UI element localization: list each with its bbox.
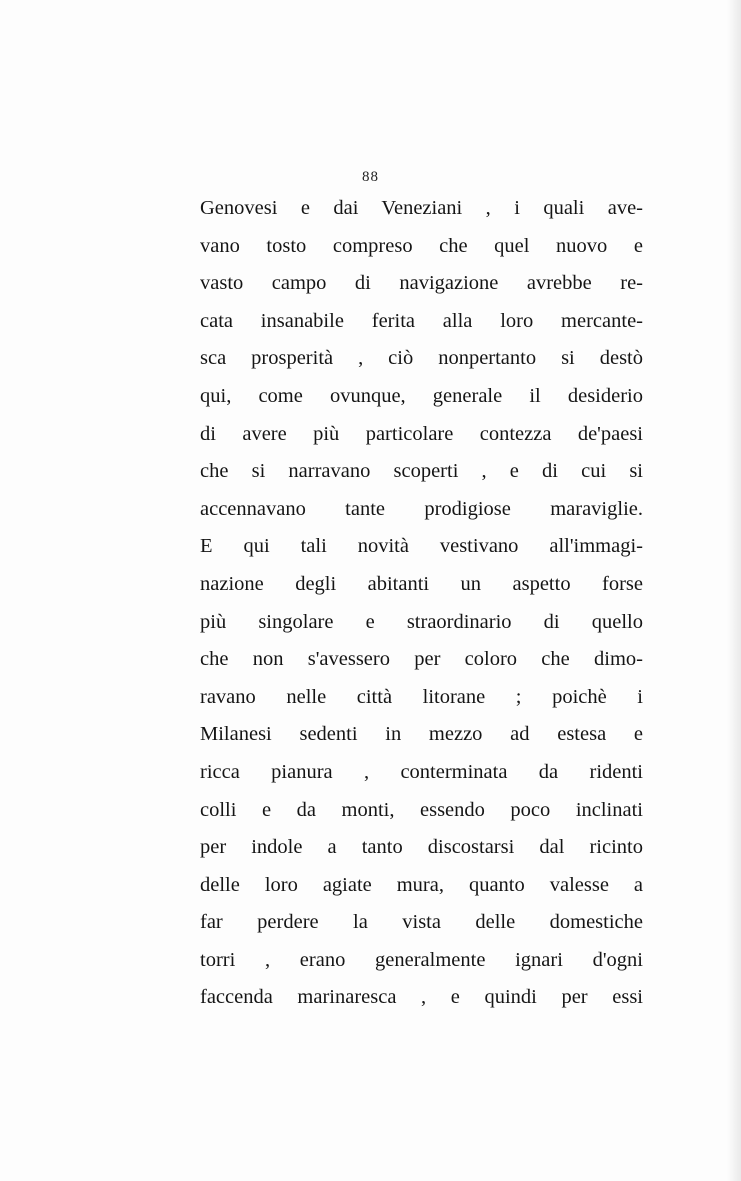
text-line: per indole a tanto discostarsi dal ricinto <box>200 836 643 859</box>
text-line: torri , erano generalmente ignari d'ogni <box>200 948 643 971</box>
text-line: qui, come ovunque, generale il desiderio <box>200 384 643 407</box>
text-line: vasto campo di navigazione avrebbe re- <box>200 272 643 295</box>
text-line: faccenda marinaresca , e quindi per essi <box>200 986 643 1009</box>
body-text <box>200 190 643 1017</box>
text-line: Genovesi e dai Veneziani , i quali ave- <box>200 197 643 219</box>
page-number: 88 <box>362 169 379 185</box>
text-line: delle loro agiate mura, quanto valesse a <box>200 873 643 896</box>
text-line: più singolare e straordinario di quello <box>200 610 643 633</box>
text-line: vano tosto compreso che quel nuovo e <box>200 234 643 257</box>
text-line: ravano nelle città litorane ; poichè i <box>200 685 643 708</box>
text-line: accennavano tante prodigiose maraviglie. <box>200 497 643 520</box>
text-line: E qui tali novità vestivano all'immagi- <box>200 535 643 558</box>
text-line: sca prosperità , ciò nonpertanto si destò <box>200 347 643 370</box>
text-line: che non s'avessero per coloro che dimo- <box>200 648 643 671</box>
text-line: nazione degli abitanti un aspetto forse <box>200 572 643 595</box>
text-line: colli e da monti, essendo poco inclinati <box>200 798 643 821</box>
text-line: che si narravano scoperti , e di cui si <box>200 460 643 483</box>
text-line: Milanesi sedenti in mezzo ad estesa e <box>200 723 643 746</box>
text-line: ricca pianura , conterminata da ridenti <box>200 760 643 783</box>
text-line: di avere più particolare contezza de'paesi <box>200 422 643 445</box>
text-line: far perdere la vista delle domestiche <box>200 911 643 934</box>
text-line: cata insanabile ferita alla loro mercante- <box>200 309 643 332</box>
